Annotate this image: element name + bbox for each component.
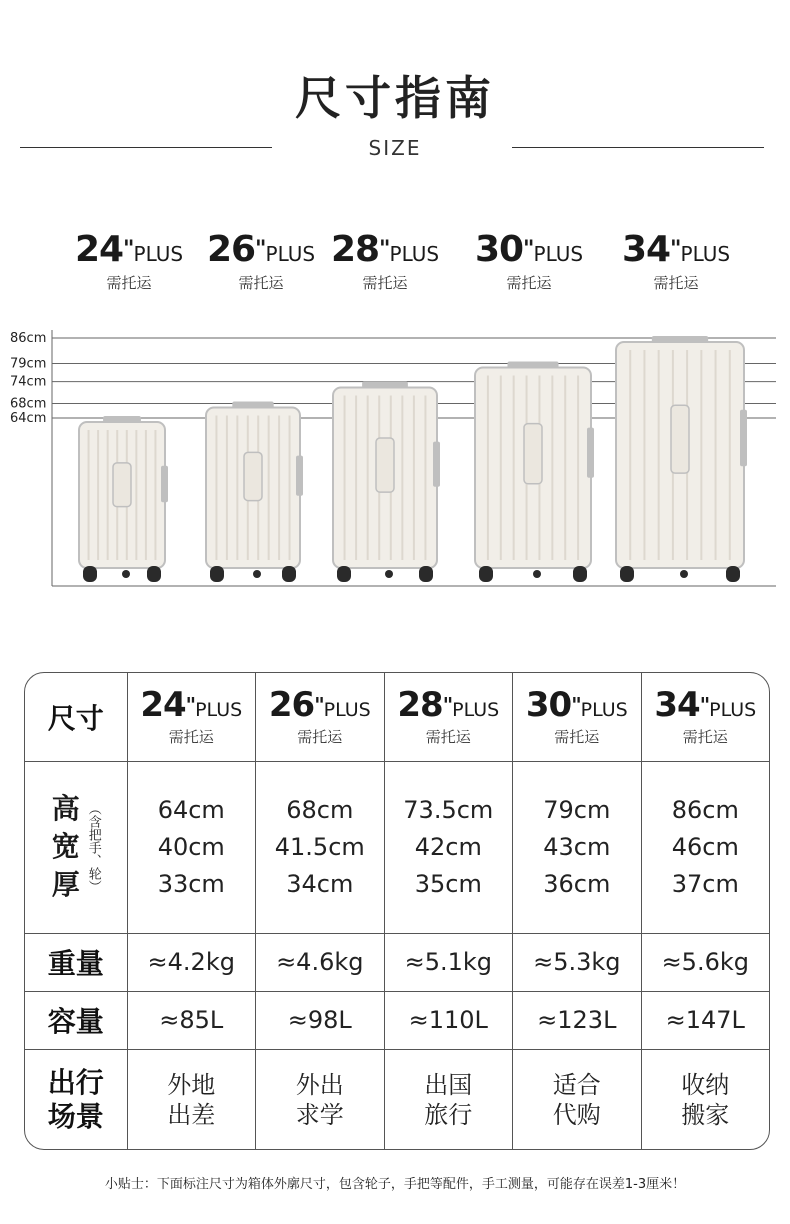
usage-line2: 搬家	[681, 1101, 730, 1130]
depth-value: 34cm	[286, 869, 354, 898]
size-number: 26	[206, 229, 256, 270]
suitcase-center-handle	[244, 452, 262, 500]
width-value: 41.5cm	[274, 832, 365, 861]
usage-label-line1: 出行	[47, 1066, 104, 1100]
size-note: 需托运	[168, 728, 214, 747]
suitcase-wheel	[479, 566, 493, 582]
weight-value: ≈4.6kg	[276, 948, 364, 976]
suitcase-center-handle	[376, 438, 394, 492]
plus-label: PLUS	[709, 699, 757, 722]
header-label: 尺寸	[47, 701, 104, 735]
suitcase-center-handle	[524, 424, 542, 484]
weight-cell-28	[384, 933, 513, 991]
header-cell-24	[127, 673, 256, 761]
weight-cell-26	[256, 933, 385, 991]
usage-label-line2: 场景	[47, 1100, 104, 1134]
suitcase-wheel	[337, 566, 351, 582]
inch-mark: "	[185, 693, 196, 718]
table-row-dimensions	[25, 761, 769, 933]
size-note: 需托运	[362, 274, 408, 292]
header-cell-30	[513, 673, 642, 761]
size-note: 需托运	[238, 274, 284, 292]
dims-cell-28	[384, 761, 513, 933]
size-note: 需托运	[682, 728, 728, 747]
weight-cell-30	[513, 933, 642, 991]
size-note: 需托运	[506, 274, 552, 292]
table-row-capacity	[25, 991, 769, 1049]
header-cell-28	[384, 673, 513, 761]
depth-value: 35cm	[414, 869, 482, 898]
table-header-row	[25, 673, 769, 761]
header-label-cell	[25, 673, 127, 761]
inch-mark: "	[670, 237, 681, 262]
plus-label: PLUS	[680, 242, 731, 266]
size-label-24	[64, 230, 194, 292]
size-number: 24	[74, 229, 124, 270]
header-cell-26	[256, 673, 385, 761]
usage-cell-34	[641, 1049, 769, 1150]
usage-line2: 旅行	[424, 1101, 473, 1130]
capacity-cell-28	[384, 991, 513, 1049]
depth-label: 厚	[51, 868, 80, 901]
suitcase-wheel	[533, 570, 541, 578]
width-label: 宽	[51, 830, 80, 863]
table-row-usage	[25, 1049, 769, 1150]
capacity-value: ≈110L	[408, 1006, 488, 1034]
reference-label: 74cm	[10, 374, 47, 390]
size-label-30	[464, 230, 594, 292]
inch-mark: "	[699, 693, 710, 718]
suitcase-wheel	[210, 566, 224, 582]
weight-cell-24	[127, 933, 256, 991]
reference-label: 64cm	[10, 411, 47, 426]
size-number: 24	[140, 685, 186, 726]
size-number: 26	[268, 685, 315, 726]
size-note: 需托运	[554, 728, 600, 747]
usage-cell-30	[513, 1049, 642, 1150]
reference-label: 68cm	[10, 396, 47, 412]
width-value: 40cm	[157, 832, 225, 861]
size-note: 需托运	[653, 274, 699, 292]
size-note: 需托运	[297, 728, 343, 747]
size-number: 30	[525, 685, 572, 726]
weight-value: ≈5.6kg	[661, 948, 749, 976]
suitcase-wheel	[147, 566, 161, 582]
depth-value: 37cm	[671, 869, 739, 898]
capacity-cell-26	[256, 991, 385, 1049]
plus-label: PLUS	[195, 699, 243, 722]
suitcase-center-handle	[113, 463, 131, 507]
inch-mark: "	[379, 237, 390, 262]
capacity-value: ≈123L	[537, 1006, 617, 1034]
plus-label: PLUS	[389, 242, 440, 266]
size-label-28	[320, 230, 450, 292]
usage-line2: 出差	[167, 1101, 216, 1130]
size-number: 28	[397, 685, 443, 726]
suitcase-side-latch	[433, 442, 440, 487]
weight-label-cell	[25, 933, 127, 991]
usage-label-cell	[25, 1049, 127, 1150]
suitcase-side-latch	[740, 410, 747, 467]
width-value: 43cm	[543, 832, 611, 861]
height-value: 73.5cm	[403, 795, 494, 824]
capacity-cell-30	[513, 991, 642, 1049]
capacity-cell-34	[641, 991, 769, 1049]
suitcase-wheel	[419, 566, 433, 582]
page-subtitle: SIZE	[368, 136, 422, 160]
reference-label: 79cm	[10, 356, 47, 372]
dims-note: （含把手、轮）	[85, 801, 101, 893]
usage-cell-24	[127, 1049, 256, 1150]
reference-label: 86cm	[10, 331, 47, 346]
page-title: 尺寸指南	[295, 71, 495, 125]
weight-cell-34	[641, 933, 769, 991]
suitcase-center-handle	[671, 405, 689, 473]
height-value: 79cm	[543, 795, 611, 824]
inch-mark: "	[314, 693, 324, 718]
size-note: 需托运	[106, 274, 152, 292]
table-row-weight	[25, 933, 769, 991]
dims-cell-30	[513, 761, 642, 933]
suitcase-wheel	[573, 566, 587, 582]
capacity-label-cell	[25, 991, 127, 1049]
usage-line1: 适合	[552, 1071, 601, 1100]
suitcase-side-latch	[161, 466, 168, 503]
header-cell-34	[641, 673, 769, 761]
suitcase-wheel	[282, 566, 296, 582]
capacity-cell-24	[127, 991, 256, 1049]
size-number: 34	[654, 685, 700, 726]
height-value: 68cm	[286, 795, 354, 824]
size-note: 需托运	[425, 728, 471, 747]
weight-value: ≈5.1kg	[404, 948, 492, 976]
height-label: 高	[51, 792, 80, 825]
depth-value: 33cm	[157, 869, 225, 898]
plus-label: PLUS	[452, 699, 500, 722]
usage-cell-26	[256, 1049, 385, 1150]
suitcase-side-latch	[587, 428, 594, 478]
suitcase-wheel	[680, 570, 688, 578]
width-value: 42cm	[414, 832, 482, 861]
usage-line1: 外出	[295, 1071, 344, 1100]
suitcase-wheel	[620, 566, 634, 582]
plus-label: PLUS	[533, 242, 584, 266]
height-value: 86cm	[671, 795, 739, 824]
size-number: 28	[330, 229, 380, 270]
weight-value: ≈5.3kg	[533, 948, 621, 976]
weight-label: 重量	[47, 947, 104, 980]
dims-cell-34	[641, 761, 769, 933]
height-value: 64cm	[157, 795, 225, 824]
height-comparison-chart	[0, 320, 790, 600]
inch-mark: "	[523, 237, 534, 262]
dims-label-cell	[25, 761, 127, 933]
capacity-label: 容量	[47, 1005, 104, 1038]
suitcase-wheel	[253, 570, 261, 578]
inch-mark: "	[571, 693, 581, 718]
inch-mark: "	[123, 237, 134, 262]
spec-table	[24, 672, 770, 1150]
divider-right	[512, 147, 764, 148]
size-label-26	[196, 230, 326, 292]
tip-note: 小贴士：下面标注尺寸为箱体外廓尺寸，包含轮子，手把等配件，手工测量，可能存在误差1-3厘米！	[104, 1177, 686, 1192]
capacity-value: ≈85L	[159, 1006, 224, 1034]
plus-label: PLUS	[265, 242, 316, 266]
plus-label: PLUS	[580, 699, 628, 722]
weight-value: ≈4.2kg	[147, 948, 235, 976]
suitcase-wheel	[726, 566, 740, 582]
suitcase-wheel	[122, 570, 130, 578]
width-value: 46cm	[671, 832, 739, 861]
size-number: 34	[621, 229, 671, 270]
usage-line1: 外地	[167, 1071, 216, 1100]
usage-line2: 求学	[295, 1101, 344, 1130]
usage-cell-28	[384, 1049, 513, 1150]
plus-label: PLUS	[323, 699, 371, 722]
size-label-34	[611, 230, 741, 292]
usage-line1: 收纳	[681, 1071, 730, 1100]
dims-cell-24	[127, 761, 256, 933]
inch-mark: "	[442, 693, 453, 718]
plus-label: PLUS	[133, 242, 184, 266]
usage-line2: 代购	[552, 1101, 601, 1130]
inch-mark: "	[255, 237, 266, 262]
capacity-value: ≈147L	[665, 1006, 745, 1034]
size-number: 30	[474, 229, 524, 270]
suitcase-side-latch	[296, 456, 303, 496]
suitcase-wheel	[385, 570, 393, 578]
capacity-value: ≈98L	[287, 1006, 352, 1034]
suitcase-wheel	[83, 566, 97, 582]
dims-cell-26	[256, 761, 385, 933]
depth-value: 36cm	[543, 869, 611, 898]
usage-line1: 出国	[424, 1071, 473, 1100]
